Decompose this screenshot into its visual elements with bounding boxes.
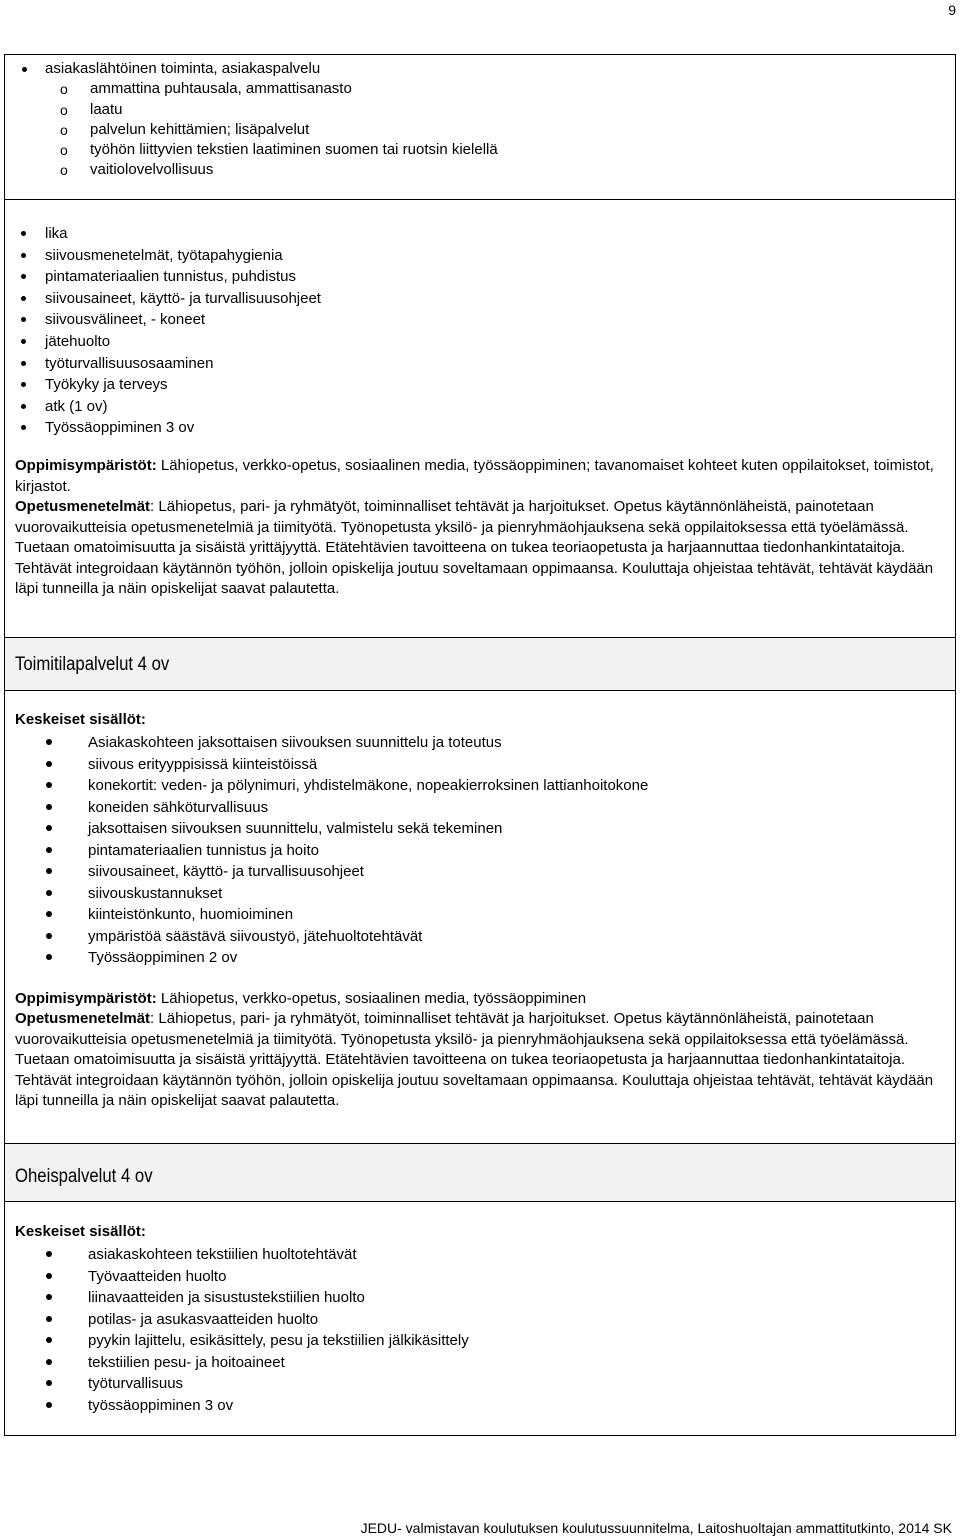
service-list	[15, 59, 498, 181]
cleaning-topics-list	[15, 223, 321, 439]
page-number: 9	[948, 2, 956, 18]
list-item: siivouskustannukset	[15, 883, 648, 905]
list-item: Työssäoppiminen 3 ov	[15, 417, 321, 439]
list-item: pintamateriaalien tunnistus, puhdistus	[15, 266, 321, 288]
content-box-1	[4, 54, 956, 200]
list-item: työturvallisuusosaaminen	[15, 353, 321, 375]
teaching-methods-label: Opetusmenetelmät	[15, 1010, 151, 1027]
teaching-methods-text: : Lähiopetus, pari- ja ryhmätyöt, toiminnalliset tehtävät ja harjoitukset. Opetus käytännönläheistä, painotetaan vuorovaikutteisia opetusmenetelmiä ja tiimityötä. Työnopetusta yksilö- ja pienryhmäohjauksena sekä oppilaitoksessa että työelämässä. Tuetaan omatoimisuutta ja sisäistä yrittäjyyttä. Etätehtävien tavoitteena on tukea teoriaopetusta ja harjaannuttaa tiedonhankintataitoja. Tehtävät integroidaan käytännön työhön, jolloin opiskelija joutuu soveltamaan oppimaansa. Kouluttaja ohjeistaa tehtävät, tehtävät käydään läpi tunneilla ja näin opiskelijat saavat palautetta.	[15, 1010, 934, 1109]
list-item: liinavaatteiden ja sisustustekstiilien huolto	[15, 1287, 469, 1309]
list-item: koneiden sähköturvallisuus	[15, 797, 648, 819]
list-item: ympäristöä säästävä siivoustyö, jätehuoltotehtävät	[15, 926, 648, 948]
key-contents-list	[15, 732, 648, 969]
page-footer: JEDU- valmistavan koulutuksen koulutussuunnitelma, Laitoshuoltajan ammattitutkinto, 2014 SK	[360, 1520, 952, 1536]
learning-environments-label: Oppimisympäristöt:	[15, 457, 157, 474]
list-item: työturvallisuus	[15, 1373, 469, 1395]
content-box-3	[4, 637, 956, 1436]
list-item: siivousaineet, käyttö- ja turvallisuusohjeet	[15, 861, 648, 883]
list-item: siivousvälineet, - koneet	[15, 309, 321, 331]
learning-environments-label: Oppimisympäristöt:	[15, 990, 157, 1007]
list-item: siivousmenetelmät, työtapahygienia	[15, 245, 321, 267]
list-item: lika	[15, 223, 321, 245]
section-title-oheispalvelut: Oheispalvelut 4 ov	[15, 1166, 153, 1187]
list-item: pyykin lajittelu, esikäsittely, pesu ja tekstiilien jälkikäsittely	[15, 1330, 469, 1352]
list-item: jätehuolto	[15, 331, 321, 353]
teaching-methods-label: Opetusmenetelmät	[15, 498, 151, 515]
list-item: o vaitiolovelvollisuus	[15, 160, 498, 180]
list-item: atk (1 ov)	[15, 396, 321, 418]
content-box-2	[4, 199, 956, 638]
list-item: Työkyky ja terveys	[15, 374, 321, 396]
list-item: pintamateriaalien tunnistus ja hoito	[15, 840, 648, 862]
section-title-toimitilapalvelut: Toimitilapalvelut 4 ov	[15, 654, 170, 675]
list-item: o laatu	[15, 100, 498, 120]
list-item: Työssäoppiminen 2 ov	[15, 947, 648, 969]
list-item: työssäoppiminen 3 ov	[15, 1395, 469, 1417]
list-item: o työhön liittyvien tekstien laatiminen suomen tai ruotsin kielellä	[15, 140, 498, 160]
list-item: asiakaslähtöinen toiminta, asiakaspalvelu	[15, 59, 498, 79]
list-item: siivous erityyppisissä kiinteistöissä	[15, 754, 648, 776]
learning-environments-paragraph	[15, 456, 945, 497]
list-item: o ammattina puhtausala, ammattisanasto	[15, 79, 498, 99]
list-item: tekstiilien pesu- ja hoitoaineet	[15, 1352, 469, 1374]
teaching-methods-paragraph	[15, 1009, 945, 1112]
learning-environments-paragraph	[15, 989, 945, 1010]
list-item: konekortit: veden- ja pölynimuri, yhdistelmäkone, nopeakierroksinen lattianhoitokone	[15, 775, 648, 797]
list-item: potilas- ja asukasvaatteiden huolto	[15, 1309, 469, 1331]
list-item: o palvelun kehittämien; lisäpalvelut	[15, 120, 498, 140]
key-contents-list	[15, 1244, 469, 1416]
key-contents-heading: Keskeiset sisällöt:	[15, 1223, 146, 1240]
list-item: siivousaineet, käyttö- ja turvallisuusohjeet	[15, 288, 321, 310]
list-item: jaksottaisen siivouksen suunnittelu, valmistelu sekä tekeminen	[15, 818, 648, 840]
learning-environments-text: Lähiopetus, verkko-opetus, sosiaalinen media, työssäoppiminen; tavanomaiset kohteet kuten oppilaitokset, toimistot, kirjastot.	[15, 457, 934, 495]
key-contents-heading: Keskeiset sisällöt:	[15, 711, 146, 728]
teaching-methods-paragraph	[15, 497, 945, 600]
list-item: Työvaatteiden huolto	[15, 1266, 469, 1288]
list-item: asiakaskohteen tekstiilien huoltotehtävät	[15, 1244, 469, 1266]
list-item: Asiakaskohteen jaksottaisen siivouksen suunnittelu ja toteutus	[15, 732, 648, 754]
teaching-methods-text: : Lähiopetus, pari- ja ryhmätyöt, toiminnalliset tehtävät ja harjoitukset. Opetus käytännönläheistä, painotetaan vuorovaikutteisia opetusmenetelmiä ja tiimityötä. Työnopetusta yksilö- ja pienryhmäohjauksena sekä oppilaitoksessa että työelämässä. Tuetaan omatoimisuutta ja sisäistä yrittäjyyttä. Etätehtävien tavoitteena on tukea teoriaopetusta ja harjaannuttaa tiedonhankintataitoja. Tehtävät integroidaan käytännön työhön, jolloin opiskelija joutuu soveltamaan oppimaansa. Kouluttaja ohjeistaa tehtävät, tehtävät käydään läpi tunneilla ja näin opiskelijat saavat palautetta.	[15, 498, 934, 597]
learning-environments-text: Lähiopetus, verkko-opetus, sosiaalinen media, työssäoppiminen	[156, 990, 587, 1007]
list-item: kiinteistönkunto, huomioiminen	[15, 904, 648, 926]
